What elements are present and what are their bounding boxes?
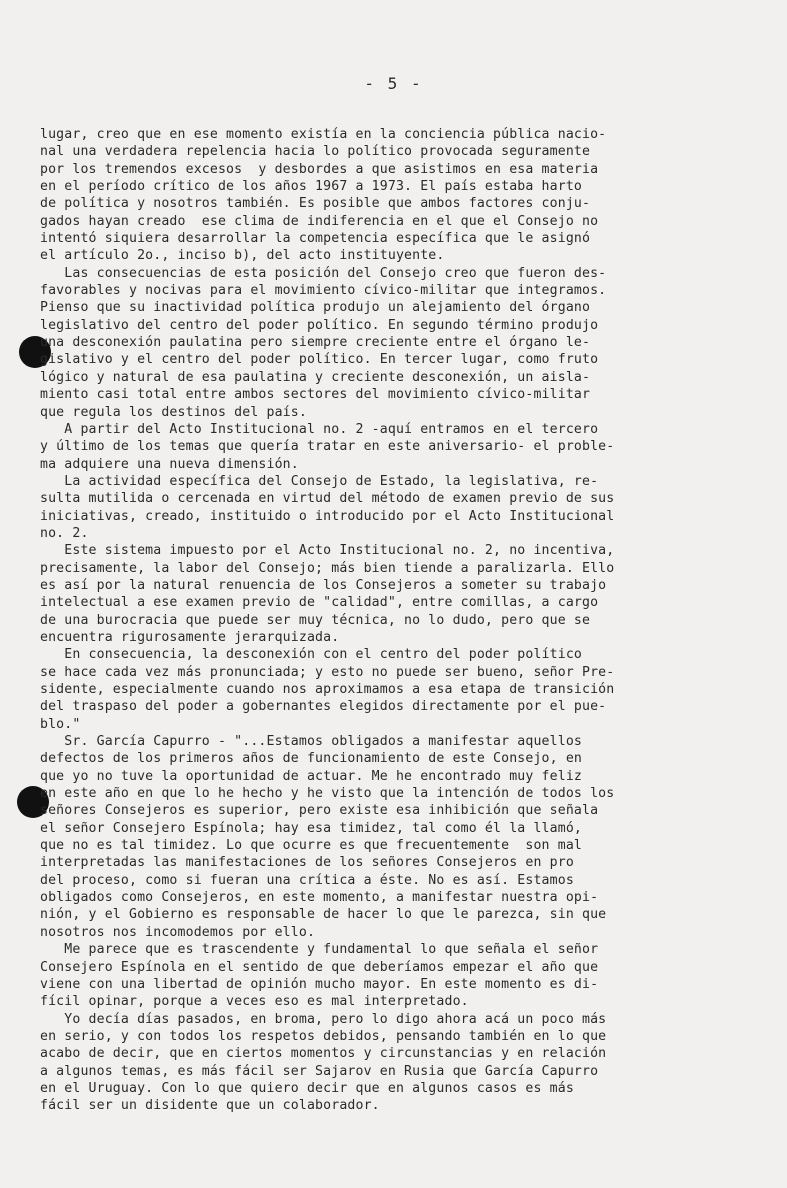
text-line: Yo decía días pasados, en broma, pero lo digo ahora acá un poco más [40, 1011, 607, 1027]
typewritten-body [40, 126, 760, 1115]
text-line: en el Uruguay. Con lo que quiero decir que en algunos casos es más [40, 1080, 574, 1096]
text-line: sidente, especialmente cuando nos aproximamos a esa etapa de transición [40, 682, 615, 697]
text-line: a algunos temas, es más fácil ser Sajarov en Rusia que García Capurro [40, 1063, 599, 1079]
text-line: de política y nosotros también. Es posible que ambos factores conju- [40, 196, 591, 212]
text-line: Pienso que su inactividad política produjo un alejamiento del órgano [40, 300, 591, 316]
text-line: el señor Consejero Espínola; hay esa timidez, tal como él la llamó, [40, 820, 582, 836]
text-line: del traspaso del poder a gobernantes elegidos directamente por el pue- [40, 699, 607, 715]
text-line: el artículo 2o., inciso b), del acto instituyente. [40, 248, 445, 264]
text-line: una desconexión paulatina pero siempre creciente entre el órgano le- [40, 335, 591, 351]
text-line: se hace cada vez más pronunciada; y esto no puede ser bueno, señor Pre- [40, 664, 615, 680]
text-line: en serio, y con todos los respetos debidos, pensando también en lo que [40, 1028, 607, 1044]
text-line: y último de los temas que quería tratar en este aniversario- el proble- [40, 439, 615, 455]
text-line: ma adquiere una nueva dimensión. [40, 456, 299, 472]
text-line: gados hayan creado ese clima de indiferencia en el que el Consejo no [40, 213, 599, 229]
text-line: que regula los destinos del país. [40, 404, 307, 420]
text-line: en el período crítico de los años 1967 a 1973. El país estaba harto [40, 179, 582, 195]
text-line: favorables y nocivas para el movimiento cívico-militar que integramos. [40, 283, 607, 299]
text-line: en este año en que lo he hecho y he visto que la intención de todos los [40, 786, 615, 802]
text-line: intentó siquiera desarrollar la competencia específica que le asignó [40, 231, 591, 247]
text-line: defectos de los primeros años de funcionamiento de este Consejo, en [40, 751, 582, 767]
text-line: legislativo del centro del poder político. En segundo término produjo [40, 317, 599, 333]
text-line: nión, y el Gobierno es responsable de hacer lo que le parezca, sin que [40, 907, 607, 923]
text-line: fícil opinar, porque a veces eso es mal interpretado. [40, 994, 469, 1010]
text-line: gislativo y el centro del poder político. En tercer lugar, como fruto [40, 352, 599, 368]
text-line: lógico y natural de esa paulatina y creciente desconexión, un aisla- [40, 369, 591, 385]
text-line: acabo de decir, que en ciertos momentos y circunstancias y en relación [40, 1046, 607, 1062]
text-line: lugar, creo que en ese momento existía en la conciencia pública nacio- [40, 127, 607, 142]
text-line: Me parece que es trascendente y fundamental lo que señala el señor [40, 942, 599, 958]
text-line: por los tremendos excesos y desbordes a que asistimos en esa materia [40, 161, 599, 177]
text-line: de una burocracia que puede ser muy técnica, no lo dudo, pero que se [40, 612, 591, 628]
text-line: blo." [40, 716, 81, 732]
text-line: En consecuencia, la desconexión con el centro del poder político [40, 647, 582, 663]
text-line: A partir del Acto Institucional no. 2 -aquí entramos en el tercero [40, 421, 599, 437]
text-line: Consejero Espínola en el sentido de que deberíamos empezar el año que [40, 959, 599, 975]
text-line: interpretadas las manifestaciones de los señores Consejeros en pro [40, 855, 574, 871]
text-line: precisamente, la labor del Consejo; más bien tiende a paralizarla. Ello [40, 560, 615, 576]
text-line: Las consecuencias de esta posición del Consejo creo que fueron des- [40, 265, 607, 281]
text-line: viene con una libertad de opinión mucho mayor. En este momento es di- [40, 976, 599, 992]
text-line: fácil ser un disidente que un colaborador. [40, 1098, 380, 1114]
text-line: no. 2. [40, 525, 89, 541]
text-line: del proceso, como si fueran una crítica a éste. No es así. Estamos [40, 872, 574, 888]
page-number: - 5 - [364, 74, 423, 93]
text-line: encuentra rigurosamente jerarquizada. [40, 629, 340, 645]
text-line: La actividad específica del Consejo de Estado, la legislativa, re- [40, 473, 599, 489]
text-line: Sr. García Capurro - "...Estamos obligados a manifestar aquellos [40, 734, 582, 750]
text-line: que yo no tuve la oportunidad de actuar. Me he encontrado muy feliz [40, 768, 582, 784]
text-line: nal una verdadera repelencia hacia lo político provocada seguramente [40, 144, 591, 160]
text-line: que no es tal timidez. Lo que ocurre es que frecuentemente son mal [40, 838, 582, 854]
text-line: intelectual a ese examen previo de "calidad", entre comillas, a cargo [40, 595, 599, 611]
text-line: es así por la natural renuencia de los Consejeros a someter su trabajo [40, 577, 607, 593]
text-line: nosotros nos incomodemos por ello. [40, 924, 316, 940]
text-line: iniciativas, creado, instituido o introducido por el Acto Institucional [40, 508, 615, 524]
text-line: señores Consejeros es superior, pero existe esa inhibición que señala [40, 803, 599, 819]
text-line: obligados como Consejeros, en este momento, a manifestar nuestra opi- [40, 890, 599, 906]
text-line: Este sistema impuesto por el Acto Institucional no. 2, no incentiva, [40, 543, 615, 559]
text-line: sulta mutilida o cercenada en virtud del método de examen previo de sus [40, 491, 615, 507]
text-line: miento casi total entre ambos sectores del movimiento cívico-militar [40, 387, 591, 403]
